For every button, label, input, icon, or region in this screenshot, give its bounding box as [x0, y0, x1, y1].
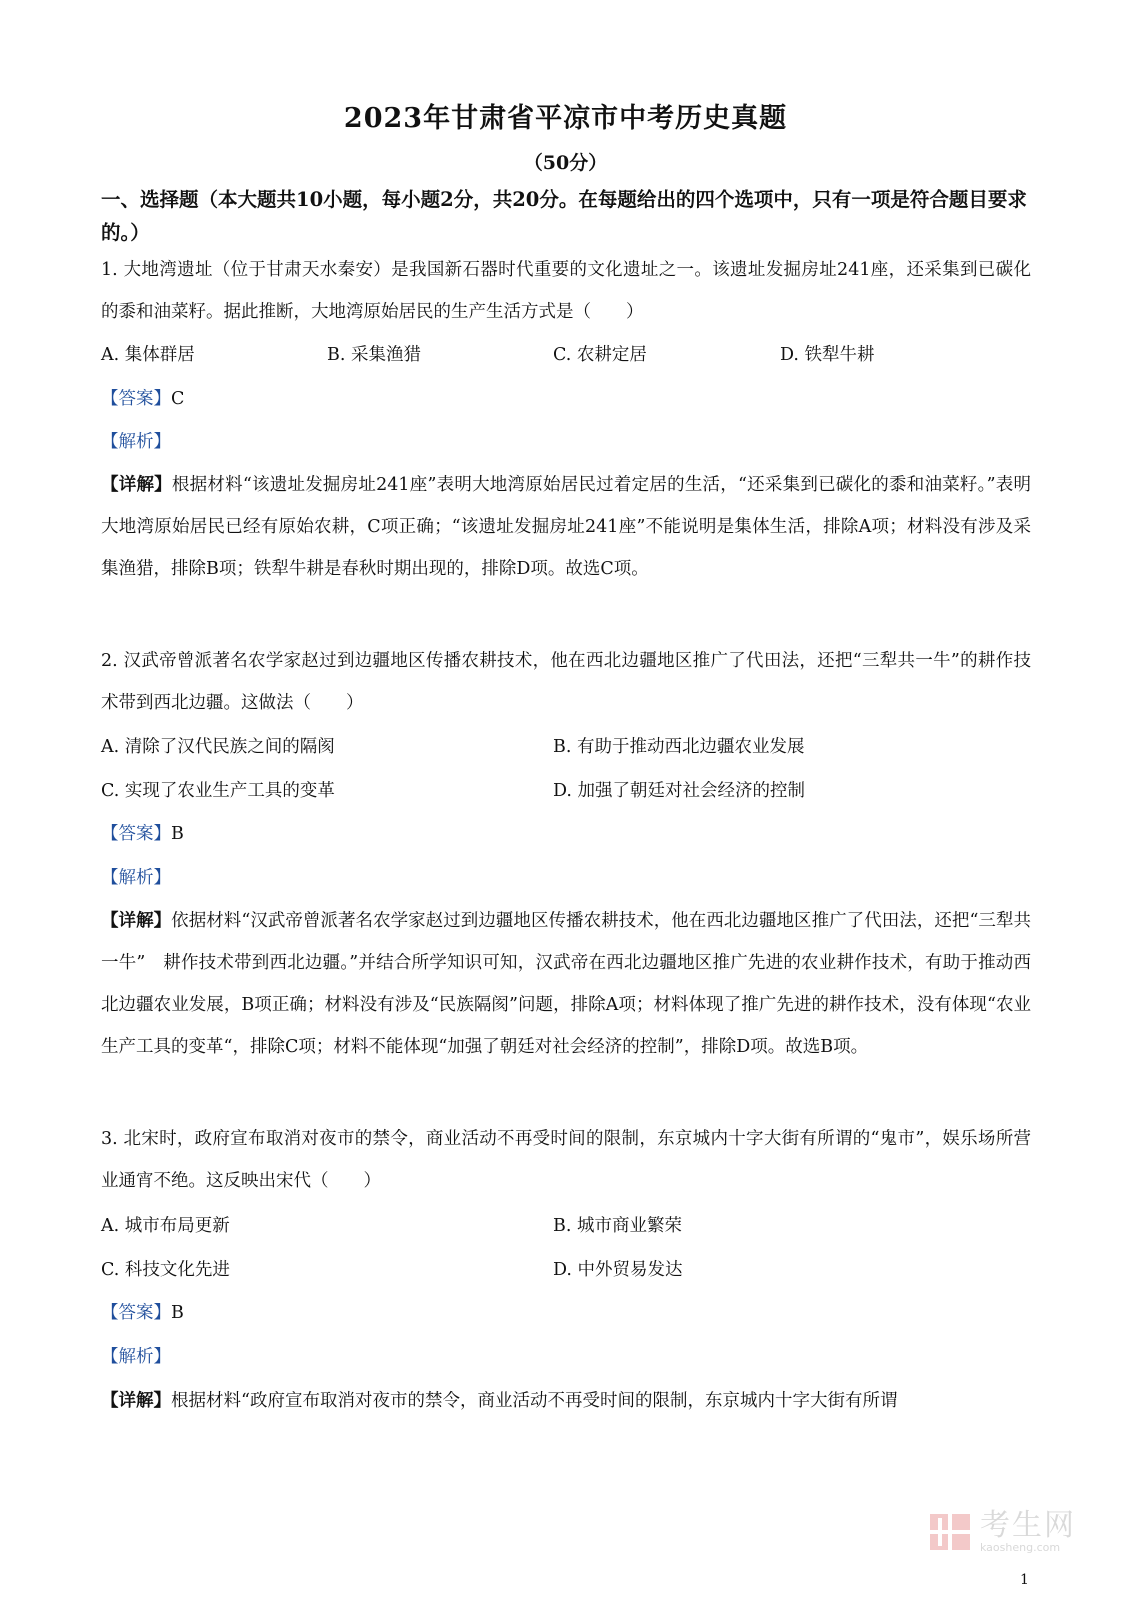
question-2-option-d: D. 加强了朝廷对社会经济的控制 [553, 781, 806, 801]
question-1-option-b: B. 采集渔猎 [327, 345, 421, 365]
detail-text: 根据材料“政府宣布取消对夜市的禁令，商业活动不再受时间的限制，东京城内十字大街有所谓 [171, 1391, 898, 1411]
question-3-answer [101, 1299, 1031, 1327]
question-2-stem: 2. 汉武帝曾派著名农学家赵过到边疆地区传播农耕技术，他在西北边疆地区推广了代田法，还把“三犁共一牛”的耕作技术带到西北边疆。这做法（ ） [101, 651, 1031, 713]
detail-label: 【详解】 [101, 475, 172, 495]
detail-text: 依据材料“汉武帝曾派著名农学家赵过到边疆地区传播农耕技术，他在西北边疆地区推广了代田法，还把“三犁共一牛” 耕作技术带到西北边疆。”并结合所学知识可知，汉武帝在西北边疆地区推广先进的农业耕作技术，有助于推动西北边疆农业发展，B项正确；材料没有涉及“民族隔阂”问题，排除A项；材料体现了推广先进的耕作技术，没有体现“农业生产工具的变革“，排除C项；材料不能体现“加强了朝廷对社会经济的控制”，排除D项。故选B项。 [101, 911, 1032, 1057]
question-1-analysis [101, 428, 1031, 456]
question-3-option-c: C. 科技文化先进 [101, 1260, 230, 1280]
answer-value: C [171, 389, 185, 409]
question-3-detail [101, 1380, 1031, 1422]
question-1-option-d: D. 铁犁牛耕 [780, 345, 875, 365]
site-logo-icon [926, 1508, 974, 1556]
detail-label: 【详解】 [101, 1391, 171, 1411]
question-2-option-a: A. 清除了汉代民族之间的隔阂 [101, 737, 335, 757]
page-number: 1 [1020, 1572, 1029, 1588]
answer-label: 【答案】 [101, 1303, 171, 1323]
answer-label: 【答案】 [101, 389, 171, 409]
question-1-detail [101, 464, 1031, 590]
answer-value: B [171, 824, 184, 844]
section-heading: 一、选择题（本大题共10小题，每小题2分，共20分。在每题给出的四个选项中，只有一项是符合题目要求的。） [101, 188, 1027, 244]
page-title: 2023年甘肃省平凉市中考历史真题 [343, 103, 788, 134]
question-2-analysis [101, 864, 1031, 892]
question-1-option-c: C. 农耕定居 [553, 345, 647, 365]
analysis-label: 【解析】 [101, 868, 171, 888]
watermark-text: 考生网 [980, 1508, 1076, 1543]
question-3-option-d: D. 中外贸易发达 [553, 1260, 683, 1280]
question-1-stem: 1. 大地湾遗址（位于甘肃天水秦安）是我国新石器时代重要的文化遗址之一。该遗址发掘房址241座，还采集到已碳化的黍和油菜籽。据此推断，大地湾原始居民的生产生活方式是（ ） [101, 260, 1031, 322]
question-2-option-c: C. 实现了农业生产工具的变革 [101, 781, 335, 801]
score-subtitle: （50分） [523, 152, 608, 174]
answer-value: B [171, 1303, 184, 1323]
question-2-detail [101, 900, 1031, 1068]
analysis-label: 【解析】 [101, 1347, 171, 1367]
detail-label: 【详解】 [101, 911, 172, 931]
question-2-option-b: B. 有助于推动西北边疆农业发展 [553, 737, 805, 757]
question-3-option-b: B. 城市商业繁荣 [553, 1216, 682, 1236]
analysis-label: 【解析】 [101, 432, 171, 452]
question-1-option-a: A. 集体群居 [101, 345, 195, 365]
question-2-answer [101, 820, 1031, 848]
question-3-option-a: A. 城市布局更新 [101, 1216, 230, 1236]
question-1-answer [101, 385, 1031, 413]
question-3-stem: 3. 北宋时，政府宣布取消对夜市的禁令，商业活动不再受时间的限制，东京城内十字大街有所谓的“鬼市”，娱乐场所营业通宵不绝。这反映出宋代（ ） [101, 1129, 1031, 1191]
watermark-site: kaosheng.com [980, 1541, 1061, 1554]
question-3-analysis [101, 1343, 1031, 1371]
answer-label: 【答案】 [101, 824, 171, 844]
detail-text: 根据材料“该遗址发掘房址241座”表明大地湾原始居民过着定居的生活，“还采集到已碳化的黍和油菜籽。”表明大地湾原始居民已经有原始农耕，C项正确；“该遗址发掘房址241座”不能说明是集体生活，排除A项；材料没有涉及采集渔猎，排除B项；铁犁牛耕是春秋时期出现的，排除D项。故选C项。 [101, 475, 1032, 579]
watermark [926, 1502, 1096, 1562]
